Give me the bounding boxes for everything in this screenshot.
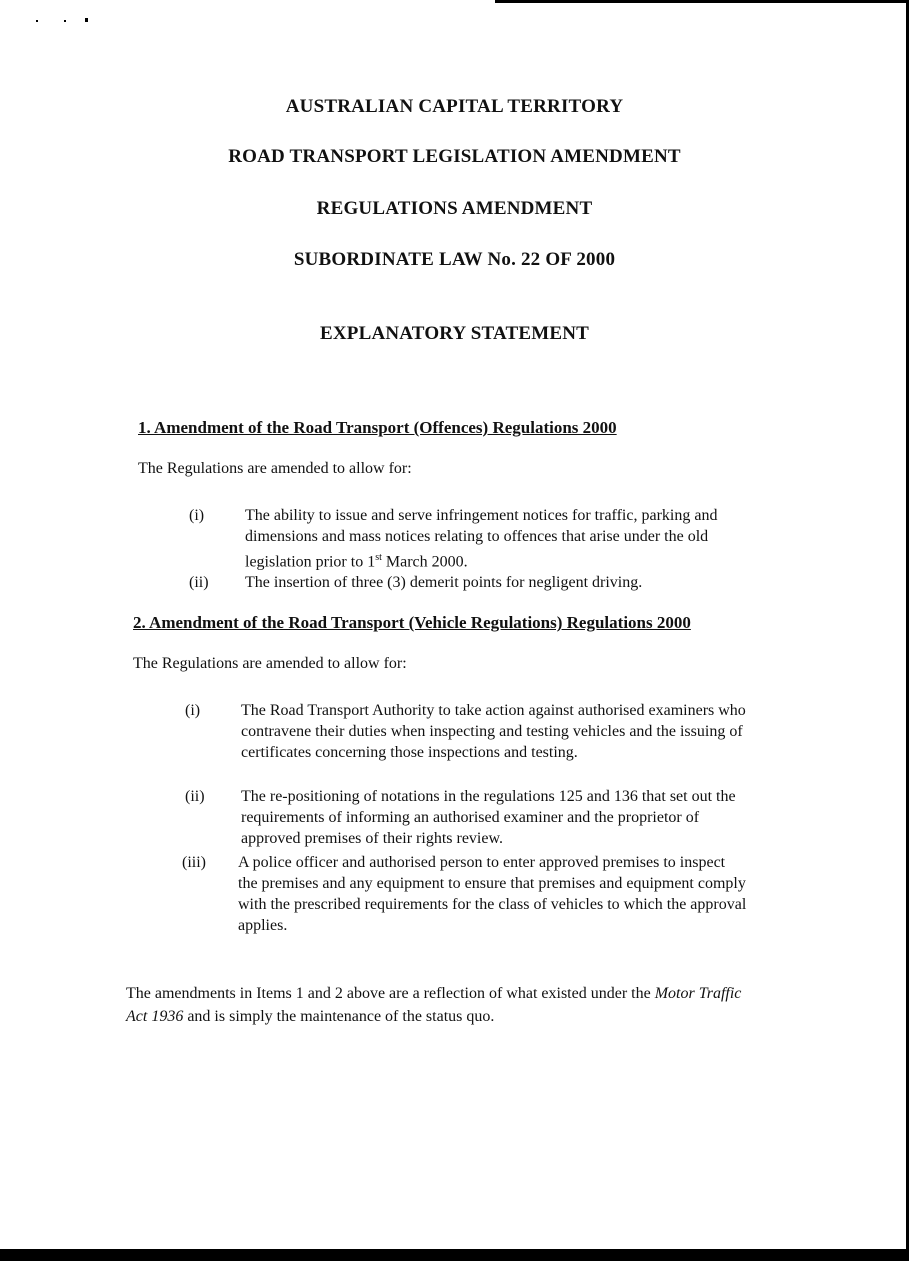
scan-edge-top (495, 0, 909, 3)
section1-heading: 1. Amendment of the Road Transport (Offences) Regulations 2000 (138, 418, 617, 437)
section2-intro: The Regulations are amended to allow for: (133, 655, 407, 672)
scan-speck (64, 20, 66, 22)
section1-item (189, 572, 755, 594)
section2-item (185, 786, 751, 850)
item-text: The Road Transport Authority to take action against authorised examiners who contravene their duties when inspecting and testing vehicles and the issuing of certificates concerning those inspections and testing. (241, 702, 746, 761)
item-text: The ability to issue and serve infringement notices for traffic, parking and dimensions and mass notices relating to offences that arise under the old legislation prior to 1st March 2000. (245, 507, 718, 571)
item-number: (ii) (185, 788, 205, 805)
closing-paragraph: The amendments in Items 1 and 2 above are a reflection of what existed under the Motor Traffic Act 1936 and is simply the maintenance of the status quo. (126, 985, 742, 1025)
act-name: Motor Traffic Act 1936 (126, 985, 742, 1025)
title-jurisdiction: AUSTRALIAN CAPITAL TERRITORY (285, 96, 624, 117)
title-act: ROAD TRANSPORT LEGISLATION AMENDMENT (228, 146, 681, 167)
section2-heading: 2. Amendment of the Road Transport (Vehicle Regulations) Regulations 2000 (133, 613, 691, 632)
section1-intro: The Regulations are amended to allow for: (138, 460, 412, 477)
item-text: The re-positioning of notations in the regulations 125 and 136 that set out the requirements of informing an authorised examiner and the proprietor of approved premises of their rights review. (241, 788, 736, 847)
section2-item (185, 700, 751, 784)
item-number: (iii) (182, 854, 206, 871)
item-number: (i) (185, 702, 201, 719)
item-number: (i) (189, 507, 205, 524)
section2-item (182, 852, 752, 936)
scan-speck (36, 20, 38, 22)
scan-speck (85, 18, 88, 22)
item-number: (ii) (189, 574, 209, 591)
title-regulations: REGULATIONS AMENDMENT (316, 198, 593, 219)
item-text: A police officer and authorised person to enter approved premises to inspect the premises and any equipment to ensure that premises and equipment comply with the prescribed requirements for the class of vehicles to which the approval applies. (238, 854, 747, 934)
item-text: The insertion of three (3) demerit points for negligent driving. (245, 574, 643, 591)
scan-edge-bottom (0, 1249, 909, 1261)
title-subordinate-law: SUBORDINATE LAW No. 22 OF 2000 (293, 249, 616, 270)
title-explanatory-statement: EXPLANATORY STATEMENT (319, 323, 590, 344)
section1-item (189, 505, 755, 569)
